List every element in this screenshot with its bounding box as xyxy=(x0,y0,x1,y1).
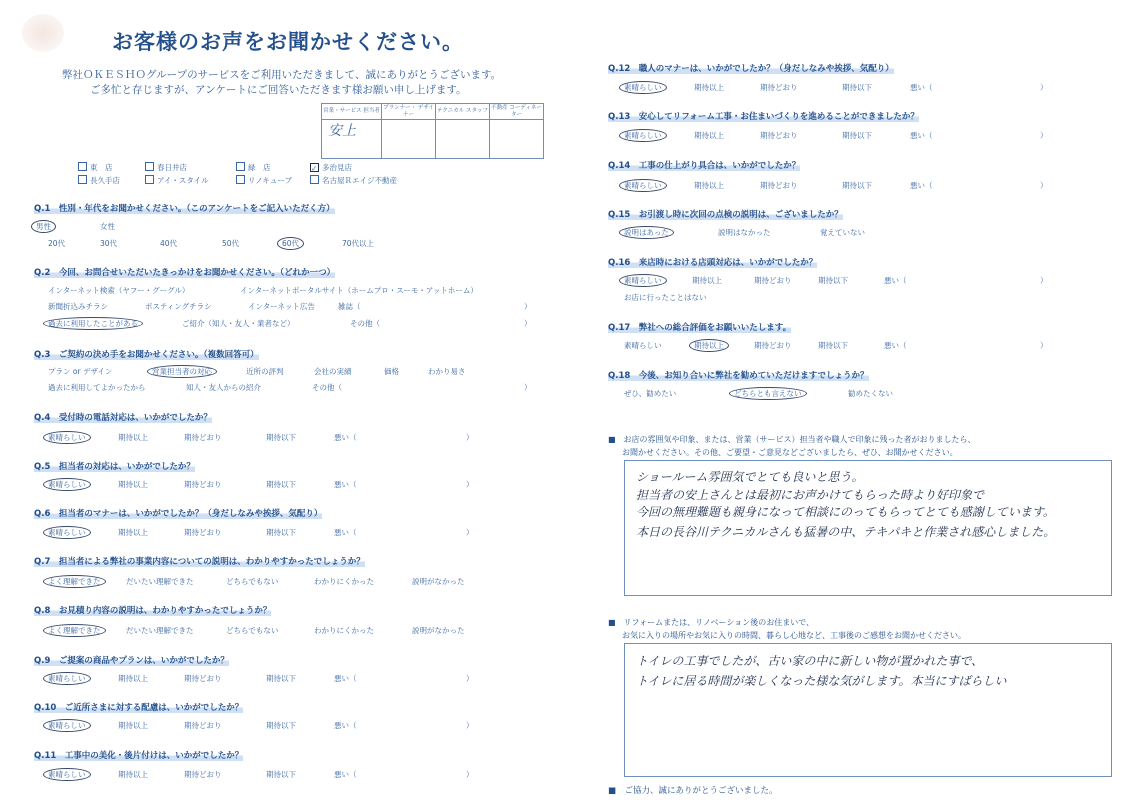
comment1-line: 今回の無理難題も親身になって相談にのってもらってとても感謝しています。 xyxy=(636,505,1055,519)
answer-option[interactable]: 過去に利用してよかったから xyxy=(48,383,146,392)
answer-option[interactable]: 期待以下 xyxy=(818,341,848,350)
paren-close: ） xyxy=(466,770,474,779)
answer-option[interactable]: インターネットポータルサイト（ホームプロ・スーモ・アットホーム） xyxy=(240,286,478,295)
question-label: Q.5 担当者の対応は、いかがでしたか？ xyxy=(34,462,195,472)
store-option[interactable]: 長久手店 xyxy=(78,175,120,186)
question-label: Q.1 性別・年代をお聞かせください。（このアンケートをご記入いただく方） xyxy=(34,204,335,214)
answer-option[interactable]: 期待どおり xyxy=(760,83,798,92)
staff-value[interactable] xyxy=(436,120,490,159)
staff-value[interactable] xyxy=(382,120,436,159)
answer-option[interactable]: 期待以上 xyxy=(694,340,729,351)
question-label: Q.13 安心してリフォーム工事・お住まいづくりを進めることができましたか？ xyxy=(608,112,919,122)
answer-option[interactable]: ポスティングチラシ xyxy=(145,302,212,311)
comment2-label-1: ■ リフォームまたは、リノベーション後のお住まいで、 xyxy=(608,618,815,627)
answer-option[interactable]: どちらでもない xyxy=(226,577,279,586)
answer-option[interactable]: 期待どおり xyxy=(760,131,798,140)
answer-option[interactable]: わかりにくかった xyxy=(314,577,374,586)
answer-option[interactable]: 70代以上 xyxy=(342,239,375,248)
checkbox-icon xyxy=(236,162,245,171)
answer-option[interactable]: 期待以下 xyxy=(842,83,872,92)
comment1-label-2: お聞かせください。その他、ご要望・ご意見などございましたら、ぜひ、お聞かせください。 xyxy=(622,448,958,457)
answer-option[interactable]: 営業担当者の対応 xyxy=(152,366,217,377)
thanks-text: ■ ご協力、誠にありがとうございました。 xyxy=(608,786,778,796)
answer-option[interactable]: 期待以上 xyxy=(118,674,148,683)
staff-header: 不動産 コーディネーター xyxy=(491,104,542,118)
answer-option[interactable]: 期待以上 xyxy=(694,83,724,92)
answer-option[interactable]: 素晴らしい xyxy=(48,720,91,731)
answer-option[interactable]: 素晴らしい xyxy=(48,673,91,684)
question-label: Q.14 工事の仕上がり具合は、いかがでしたか？ xyxy=(608,161,801,171)
answer-option[interactable]: 期待以上 xyxy=(118,770,148,779)
answer-option[interactable]: 40代 xyxy=(160,239,178,248)
paren-close: ） xyxy=(524,302,532,311)
question-label: Q.16 来店時における店頭対応は、いかがでしたか？ xyxy=(608,258,818,268)
checkbox-icon xyxy=(310,175,319,184)
answer-option[interactable]: 50代 xyxy=(222,239,240,248)
question-label: Q.17 弊社への総合評価をお願いいたします。 xyxy=(608,323,792,333)
paren-close: ） xyxy=(466,721,474,730)
staff-value[interactable]: 安上 xyxy=(322,120,382,159)
question-label: Q.3 ご契約の決め手をお聞かせください。（複数回答可） xyxy=(34,350,259,360)
comment1-label-1: ■ お店の雰囲気や印象、または、営業（サービス）担当者や職人で印象に残った者がおりましたら、 xyxy=(608,435,976,444)
answer-option[interactable]: わかりにくかった xyxy=(314,626,374,635)
answer-option[interactable]: 素晴らしい xyxy=(624,275,667,286)
answer-option[interactable]: 説明はなかった xyxy=(718,228,771,237)
answer-option[interactable]: 期待以上 xyxy=(692,276,722,285)
answer-option[interactable]: ご紹介（知人・友人・業者など） xyxy=(182,319,295,328)
staff-header: プランナー・ デザイナー xyxy=(383,104,434,118)
question-label: Q.7 担当者による弊社の事業内容についての説明は、わかりやすかったでしょうか？ xyxy=(34,557,365,567)
answer-option[interactable]: 悪い（ xyxy=(910,131,933,140)
answer-option[interactable]: 期待以下 xyxy=(266,528,296,537)
answer-option[interactable]: 期待以上 xyxy=(118,480,148,489)
answer-option[interactable]: 女性 xyxy=(100,222,115,231)
answer-option[interactable]: 知人・友人からの紹介 xyxy=(186,383,261,392)
answer-option[interactable]: 素晴らしい xyxy=(48,479,91,490)
answer-option[interactable]: 期待以下 xyxy=(266,721,296,730)
paren-close: ） xyxy=(524,383,532,392)
answer-option[interactable]: インターネット広告 xyxy=(248,302,315,311)
answer-option[interactable]: 20代 xyxy=(48,239,66,248)
answer-option[interactable]: その他（ xyxy=(350,319,380,328)
answer-option[interactable]: 勧めたくない xyxy=(848,389,893,398)
answer-option[interactable]: 素晴らしい xyxy=(48,432,91,443)
answer-option[interactable]: わかり易さ xyxy=(428,367,466,376)
answer-option[interactable]: 素晴らしい xyxy=(48,769,91,780)
staff-header: テクニカル スタッフ xyxy=(436,104,490,120)
checkbox-icon xyxy=(145,175,154,184)
checkbox-icon xyxy=(145,162,154,171)
question-label: Q.18 今後、お知り合いに弊社を勧めていただけますでしょうか？ xyxy=(608,371,869,381)
answer-option[interactable]: 素晴らしい xyxy=(624,341,662,350)
answer-option[interactable]: 悪い（ xyxy=(334,674,357,683)
paren-close: ） xyxy=(466,674,474,683)
answer-option[interactable]: お店に行ったことはない xyxy=(624,293,707,302)
answer-option[interactable]: 期待どおり xyxy=(184,433,222,442)
question-label: Q.10 ご近所さまに対する配慮は、いかがでしたか？ xyxy=(34,703,244,713)
answer-option[interactable]: どちらとも言えない xyxy=(734,388,807,399)
paren-close: ） xyxy=(466,480,474,489)
answer-option[interactable]: その他（ xyxy=(312,383,342,392)
staff-header: 営業・サービス 担当者 xyxy=(322,104,382,120)
answer-option[interactable]: 会社の実績 xyxy=(314,367,352,376)
answer-option[interactable]: 期待以下 xyxy=(266,674,296,683)
answer-option[interactable]: 過去に利用したことがある xyxy=(48,318,143,329)
answer-option[interactable]: 60代 xyxy=(282,238,304,249)
answer-option[interactable]: 悪い（ xyxy=(334,480,357,489)
question-label: Q.4 受付時の電話対応は、いかがでしたか？ xyxy=(34,413,212,423)
store-option[interactable]: 春日井店 xyxy=(145,162,187,173)
answer-option[interactable]: 期待以下 xyxy=(266,480,296,489)
store-option[interactable]: 東 店 xyxy=(78,162,113,173)
answer-option[interactable]: だいたい理解できた xyxy=(126,577,194,586)
question-label: Q.6 担当者のマナーは、いかがでしたか？（身だしなみや挨拶、気配り） xyxy=(34,509,323,519)
answer-option[interactable]: 期待以上 xyxy=(694,181,724,190)
store-option[interactable]: リノキューブ xyxy=(236,175,292,186)
answer-option[interactable]: 覚えていない xyxy=(820,228,865,237)
answer-option[interactable]: よく理解できた xyxy=(48,625,106,636)
answer-option[interactable]: 期待以上 xyxy=(118,721,148,730)
paren-close: ） xyxy=(1040,181,1048,190)
intro-line-2: ご多忙と存じますが、アンケートにご回答いただきます様お願い申し上げます。 xyxy=(90,84,467,96)
question-label: Q.9 ご提案の商品やプランは、いかがでしたか？ xyxy=(34,656,229,666)
store-option[interactable]: アイ・スタイル xyxy=(145,175,209,186)
store-option[interactable]: ✓ 多治見店 xyxy=(311,163,352,173)
answer-option[interactable]: 男性 xyxy=(36,221,56,232)
paren-close: ） xyxy=(1040,341,1048,350)
checkbox-icon xyxy=(78,175,87,184)
answer-option[interactable]: 素晴らしい xyxy=(624,180,667,191)
answer-option[interactable]: 期待どおり xyxy=(184,721,222,730)
answer-option[interactable]: 期待どおり xyxy=(754,276,792,285)
answer-option[interactable]: だいたい理解できた xyxy=(126,626,194,635)
answer-option[interactable]: 価格 xyxy=(384,367,399,376)
answer-option[interactable]: 新聞折込みチラシ xyxy=(48,302,108,311)
answer-option[interactable]: 悪い（ xyxy=(334,770,357,779)
answer-option[interactable]: 期待以下 xyxy=(266,770,296,779)
answer-option[interactable]: どちらでもない xyxy=(226,626,279,635)
answer-option[interactable]: 期待どおり xyxy=(184,770,222,779)
answer-option[interactable]: 悪い（ xyxy=(334,433,357,442)
answer-option[interactable]: インターネット検索（ヤフー・グーグル） xyxy=(48,286,190,295)
answer-option[interactable]: 30代 xyxy=(100,239,118,248)
answer-option[interactable]: 期待以上 xyxy=(118,433,148,442)
answer-option[interactable]: 雑誌（ xyxy=(338,302,361,311)
store-option[interactable]: 緑 店 xyxy=(236,162,271,173)
question-label: Q.15 お引渡し時に次回の点検の説明は、ございましたか？ xyxy=(608,210,843,220)
answer-option[interactable]: よく理解できた xyxy=(48,576,106,587)
checkbox-icon: ✓ xyxy=(311,164,318,173)
question-label: Q.8 お見積り内容の説明は、わかりやすかったでしょうか？ xyxy=(34,606,272,616)
paren-close: ） xyxy=(466,433,474,442)
question-label: Q.12 職人のマナーは、いかがでしたか？（身だしなみや挨拶、気配り） xyxy=(608,64,894,74)
staff-table xyxy=(321,103,544,159)
answer-option[interactable]: 素晴らしい xyxy=(624,82,667,93)
intro-line-1: 弊社ＯＫＥＳＨＯグループのサービスをご利用いただきまして、誠にありがとうございます。 xyxy=(62,69,502,81)
answer-option[interactable]: 期待以上 xyxy=(118,528,148,537)
staff-value[interactable] xyxy=(490,120,544,159)
paren-close: ） xyxy=(466,528,474,537)
answer-option[interactable]: ぜひ、勧めたい xyxy=(624,389,677,398)
checkbox-icon xyxy=(236,175,245,184)
comment1-line: 本日の長谷川テクニカルさんも猛暑の中、テキパキと作業され感心しました。 xyxy=(636,525,1056,539)
corner-stamp xyxy=(22,14,64,52)
paren-close: ） xyxy=(1040,276,1048,285)
answer-option[interactable]: 悪い（ xyxy=(334,721,357,730)
answer-option[interactable]: 期待以下 xyxy=(842,181,872,190)
answer-option[interactable]: 悪い（ xyxy=(334,528,357,537)
checkbox-icon xyxy=(78,162,87,171)
answer-option[interactable]: 期待どおり xyxy=(760,181,798,190)
answer-option[interactable]: 悪い（ xyxy=(910,83,933,92)
answer-option[interactable]: 期待以下 xyxy=(842,131,872,140)
page-title: お客様のお声をお聞かせください。 xyxy=(112,30,464,54)
answer-option[interactable]: 説明がなかった xyxy=(412,626,465,635)
answer-option[interactable]: 近所の評判 xyxy=(246,367,284,376)
paren-close: ） xyxy=(1040,83,1048,92)
question-label: Q.2 今回、お問合せいただいたきっかけをお聞かせください。（どれか一つ） xyxy=(34,268,336,278)
answer-option[interactable]: 悪い（ xyxy=(884,341,907,350)
answer-option[interactable]: 期待どおり xyxy=(754,341,792,350)
store-option[interactable]: 名古屋Ｒエイジ不動産 xyxy=(310,175,397,186)
comment2-line: トイレの工事でしたが、古い家の中に新しい物が置かれた事で、 xyxy=(636,654,984,668)
comment2-line: トイレに居る時間が楽しくなった様な気がします。本当にすばらしい xyxy=(636,674,1007,688)
paren-close: ） xyxy=(524,319,532,328)
answer-option[interactable]: 期待どおり xyxy=(184,480,222,489)
answer-option[interactable]: 期待どおり xyxy=(184,674,222,683)
paren-close: ） xyxy=(1040,131,1048,140)
comment1-line: 担当者の安上さんとは最初にお声かけてもらった時より好印象で xyxy=(636,488,985,502)
answer-option[interactable]: 説明はあった xyxy=(624,227,674,238)
comment1-line: ショールーム雰囲気でとても良いと思う。 xyxy=(636,470,864,484)
answer-option[interactable]: 期待どおり xyxy=(184,528,222,537)
answer-option[interactable]: 悪い（ xyxy=(884,276,907,285)
answer-option[interactable]: 期待以下 xyxy=(266,433,296,442)
answer-option[interactable]: 悪い（ xyxy=(910,181,933,190)
answer-option[interactable]: 素晴らしい xyxy=(48,527,91,538)
answer-option[interactable]: 説明がなかった xyxy=(412,577,465,586)
answer-option[interactable]: 期待以下 xyxy=(818,276,848,285)
answer-option[interactable]: 期待以上 xyxy=(694,131,724,140)
question-label: Q.11 工事中の美化・後片付けは、いかがでしたか？ xyxy=(34,751,244,761)
answer-option[interactable]: 素晴らしい xyxy=(624,130,667,141)
comment2-label-2: お気に入りの場所やお気に入りの時間、暮らし心地など、工事後のご感想をお聞かせください。 xyxy=(622,631,966,640)
answer-option[interactable]: プラン or デザイン xyxy=(48,367,113,376)
